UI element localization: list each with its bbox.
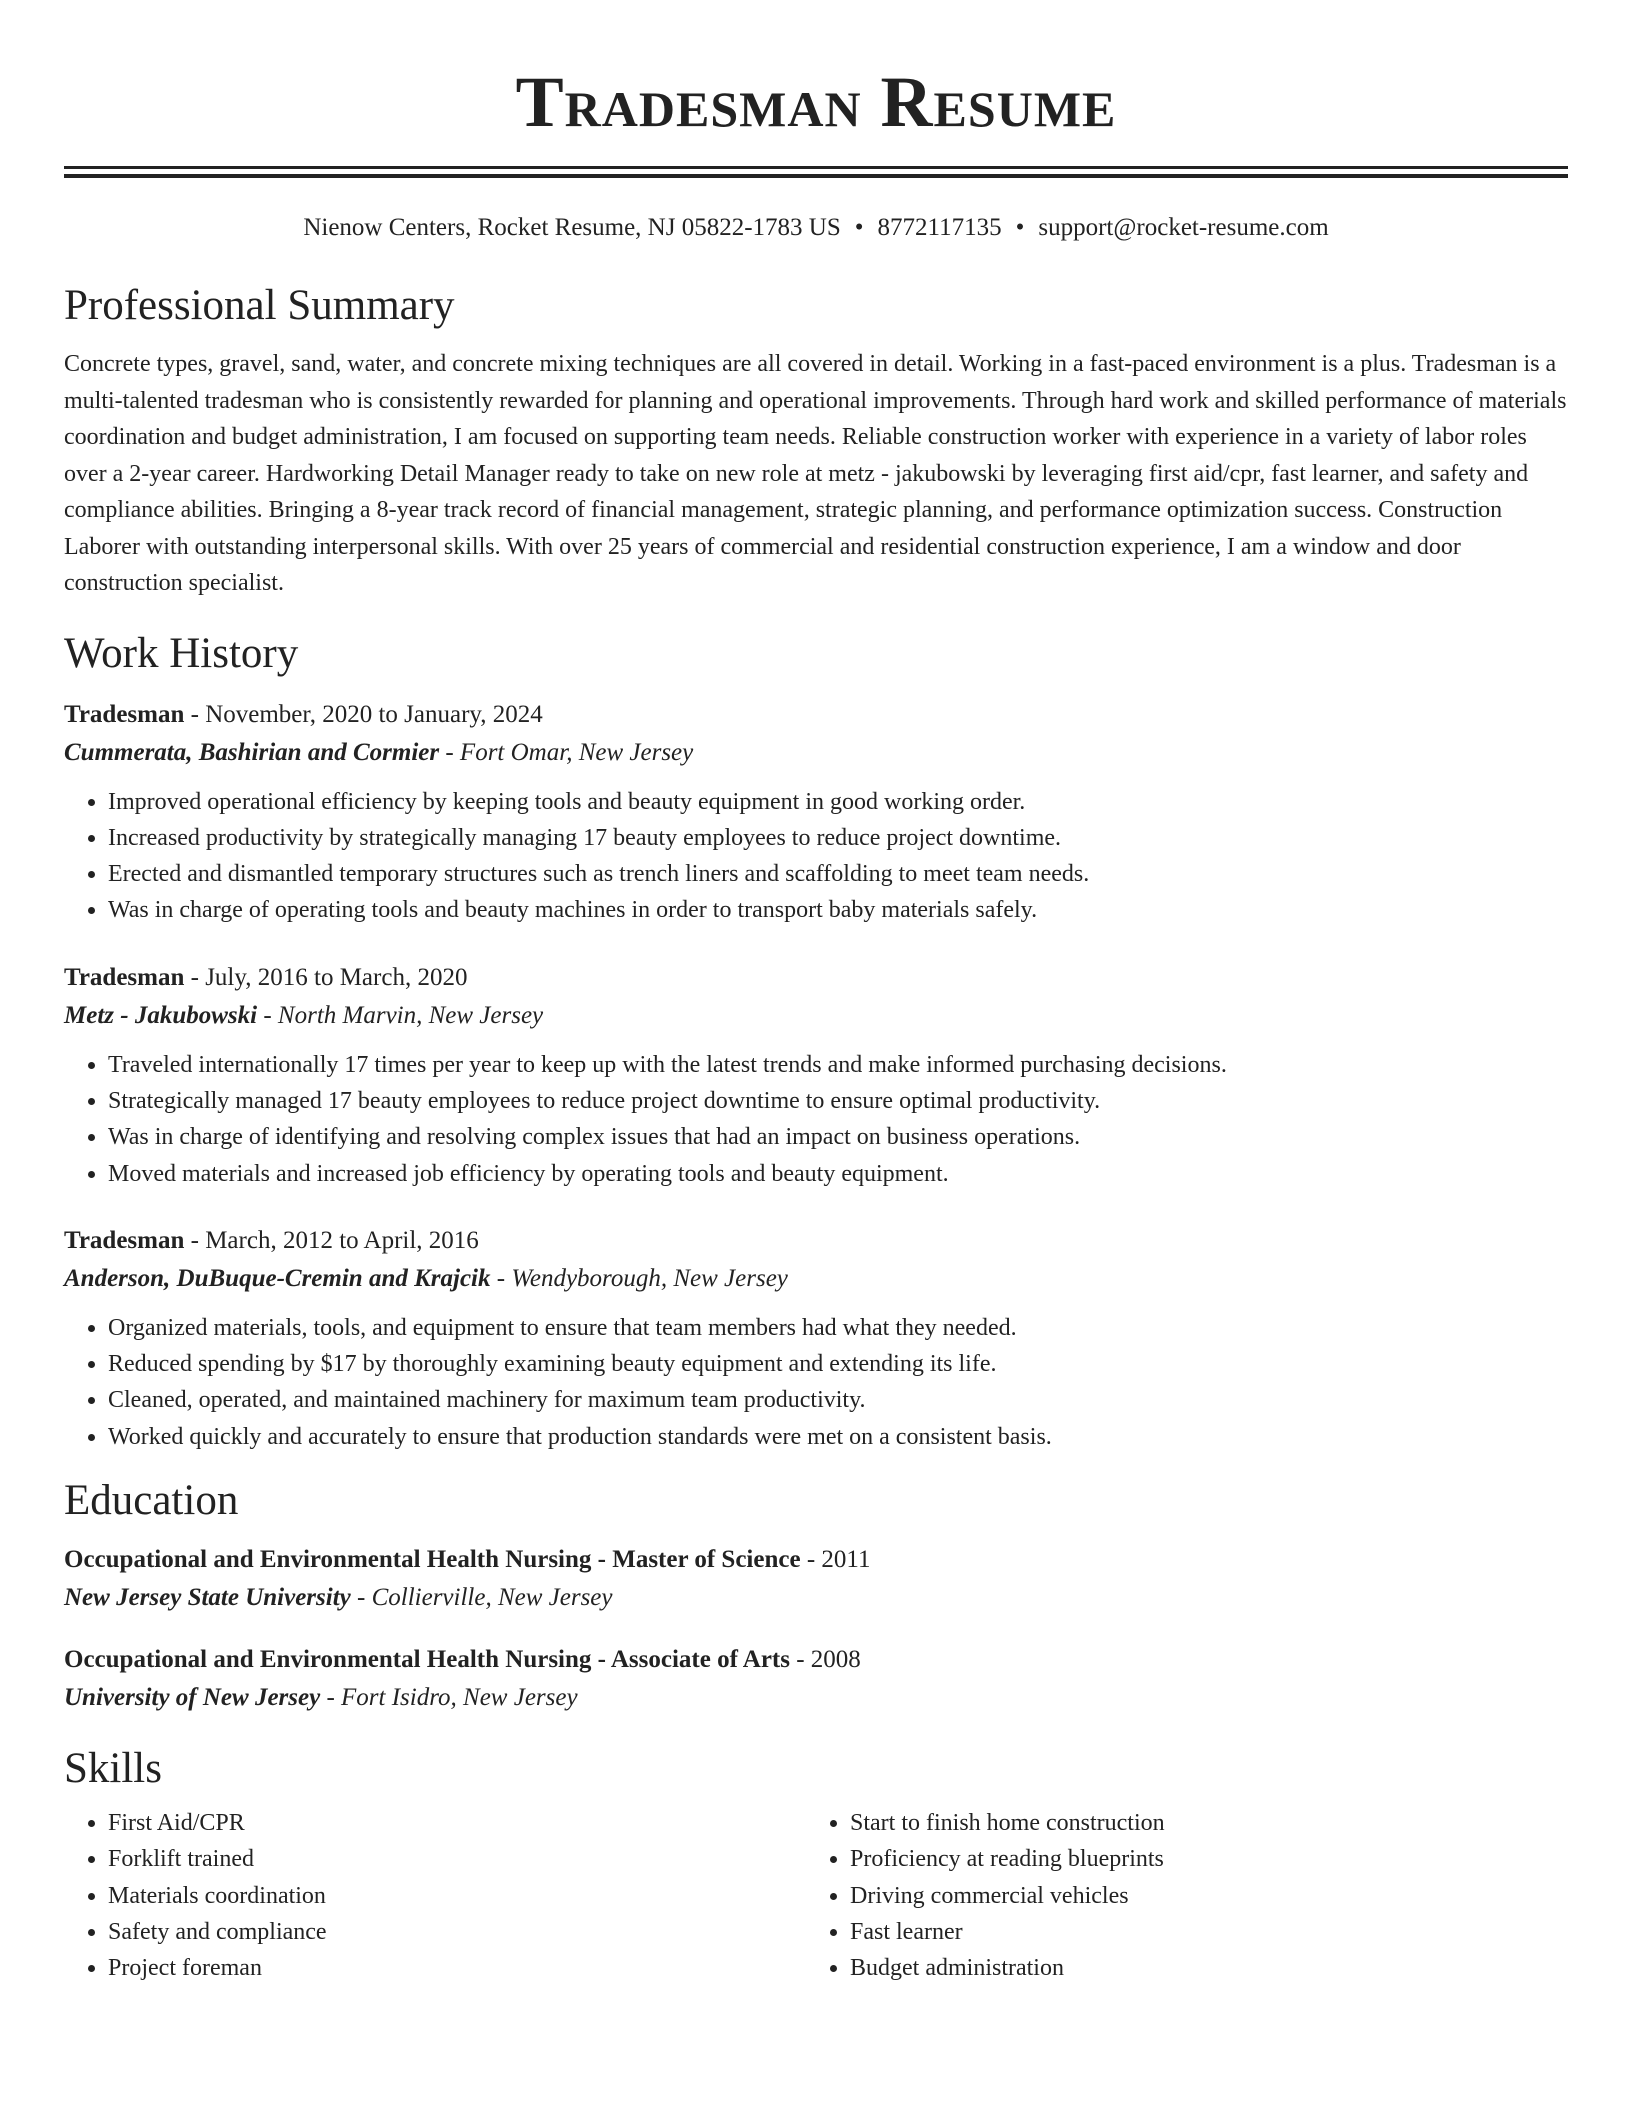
job-bullet: • Was in charge of identifying and resolving complex issues that had an impact on business operations. xyxy=(108,1119,1568,1155)
skill-item: • Budget administration xyxy=(850,1950,1550,1986)
skill-item: • Forklift trained xyxy=(108,1841,808,1877)
section-heading-skills: Skills xyxy=(64,1745,162,1793)
job-company: Cummerata, Bashirian and Cormier xyxy=(64,738,440,766)
education-school: University of New Jersey xyxy=(64,1684,321,1712)
job-entry xyxy=(64,959,1568,1192)
job-header xyxy=(64,959,1568,997)
job-bullet: • Erected and dismantled temporary structures such as trench liners and scaffolding to meet team needs. xyxy=(108,856,1568,892)
job-company: Anderson, DuBuque-Cremin and Krajcik xyxy=(64,1264,491,1292)
skill-item: • Materials coordination xyxy=(108,1878,808,1914)
education-school-line xyxy=(64,1679,1568,1717)
job-header xyxy=(64,696,1568,734)
contact-line xyxy=(64,210,1568,246)
skill-item: • Safety and compliance xyxy=(108,1914,808,1950)
education-header xyxy=(64,1641,1568,1679)
skills-column-right xyxy=(806,1805,1550,1986)
job-entry xyxy=(64,696,1568,929)
contact-phone: 8772117135 xyxy=(877,214,1002,241)
skill-item: • First Aid/CPR xyxy=(108,1805,808,1841)
job-title: Tradesman xyxy=(64,1226,185,1254)
job-bullet: • Cleaned, operated, and maintained machinery for maximum team productivity. xyxy=(108,1382,1568,1418)
job-header xyxy=(64,1222,1568,1260)
education-location: - Collierville, New Jersey xyxy=(357,1584,613,1612)
education-year: - 2011 xyxy=(806,1546,871,1574)
education-school-line xyxy=(64,1579,1568,1617)
job-bullet: • Was in charge of operating tools and beauty machines in order to transport baby materials safely. xyxy=(108,892,1568,928)
job-employer-line xyxy=(64,997,1568,1035)
education-entry xyxy=(64,1541,1568,1617)
job-location: - North Marvin, New Jersey xyxy=(263,1001,544,1029)
job-location: - Fort Omar, New Jersey xyxy=(445,738,694,766)
education-year: - 2008 xyxy=(796,1646,861,1674)
job-bullet: • Moved materials and increased job efficiency by operating tools and beauty equipment. xyxy=(108,1156,1568,1192)
job-entry xyxy=(64,1222,1568,1455)
section-heading-summary: Professional Summary xyxy=(64,282,455,329)
skills-column-left xyxy=(64,1805,806,1986)
job-bullet: • Reduced spending by $17 by thoroughly examining beauty equipment and extending its life. xyxy=(108,1346,1568,1382)
contact-email: support@rocket-resume.com xyxy=(1038,214,1329,241)
education-header xyxy=(64,1541,1568,1579)
job-bullet: • Organized materials, tools, and equipment to ensure that team members had what they needed. xyxy=(108,1310,1568,1346)
job-bullet: • Improved operational efficiency by keeping tools and beauty equipment in good working order. xyxy=(108,784,1568,820)
title-double-rule xyxy=(64,166,1568,178)
section-heading-education: Education xyxy=(64,1477,239,1525)
section-heading-work-history: Work History xyxy=(64,629,299,677)
summary-text: Concrete types, gravel, sand, water, and concrete mixing techniques are all covered in detail. Working in a fast-paced environment is a plus. Tradesman is a multi-talented tradesman who is consistently rewarded for planning and operational improvements. Through hard work and skilled performance of materials coordination and budget administration, I am focused on supporting team needs. Reliable construction worker with experience in a variety of labor roles over a 2-year career. Hardworking Detail Manager ready to take on new role at metz - jakubowski by leveraging first aid/cpr, fast learner, and safety and compliance abilities. Bringing a 8-year track record of financial management, strategic planning, and performance optimization success. Construction Laborer with outstanding interpersonal skills. With over 25 years of commercial and residential construction experience, I am a window and door construction specialist. xyxy=(64,351,1567,596)
education-degree: Occupational and Environmental Health Nursing - Associate of Arts xyxy=(64,1646,790,1674)
job-dates: - July, 2016 to March, 2020 xyxy=(190,963,468,991)
job-title: Tradesman xyxy=(64,700,185,728)
job-bullet: • Strategically managed 17 beauty employees to reduce project downtime to ensure optimal productivity. xyxy=(108,1083,1568,1119)
job-bullet: • Increased productivity by strategically managing 17 beauty employees to reduce project downtime. xyxy=(108,820,1568,856)
contact-address: Nienow Centers, Rocket Resume, NJ 05822-1783 US xyxy=(303,214,841,241)
contact-separator: • xyxy=(854,214,864,241)
job-bullets xyxy=(64,1310,1568,1455)
education-school: New Jersey State University xyxy=(64,1584,351,1612)
job-bullet: • Worked quickly and accurately to ensure that production standards were met on a consistent basis. xyxy=(108,1419,1568,1455)
skill-item: • Proficiency at reading blueprints xyxy=(850,1841,1550,1877)
education-degree: Occupational and Environmental Health Nursing - Master of Science xyxy=(64,1546,801,1574)
job-dates: - March, 2012 to April, 2016 xyxy=(190,1226,479,1254)
skills-columns xyxy=(64,1805,1568,1986)
skill-item: • Driving commercial vehicles xyxy=(850,1878,1550,1914)
job-dates: - November, 2020 to January, 2024 xyxy=(190,700,543,728)
job-bullets xyxy=(64,784,1568,929)
skill-item: • Start to finish home construction xyxy=(850,1805,1550,1841)
education-entry xyxy=(64,1641,1568,1717)
job-employer-line xyxy=(64,734,1568,772)
job-bullets xyxy=(64,1047,1568,1192)
skill-item: • Fast learner xyxy=(850,1914,1550,1950)
skills-list-right xyxy=(806,1805,1550,1986)
resume-title: Tradesman Resume xyxy=(515,62,1117,142)
job-title: Tradesman xyxy=(64,963,185,991)
job-bullet: • Traveled internationally 17 times per year to keep up with the latest trends and make informed purchasing decisions. xyxy=(108,1047,1568,1083)
contact-separator: • xyxy=(1015,214,1025,241)
skill-item: • Project foreman xyxy=(108,1950,808,1986)
job-company: Metz - Jakubowski xyxy=(64,1001,258,1029)
skills-list-left xyxy=(64,1805,808,1986)
education-location: - Fort Isidro, New Jersey xyxy=(326,1684,578,1712)
job-employer-line xyxy=(64,1260,1568,1298)
job-location: - Wendyborough, New Jersey xyxy=(496,1264,788,1292)
